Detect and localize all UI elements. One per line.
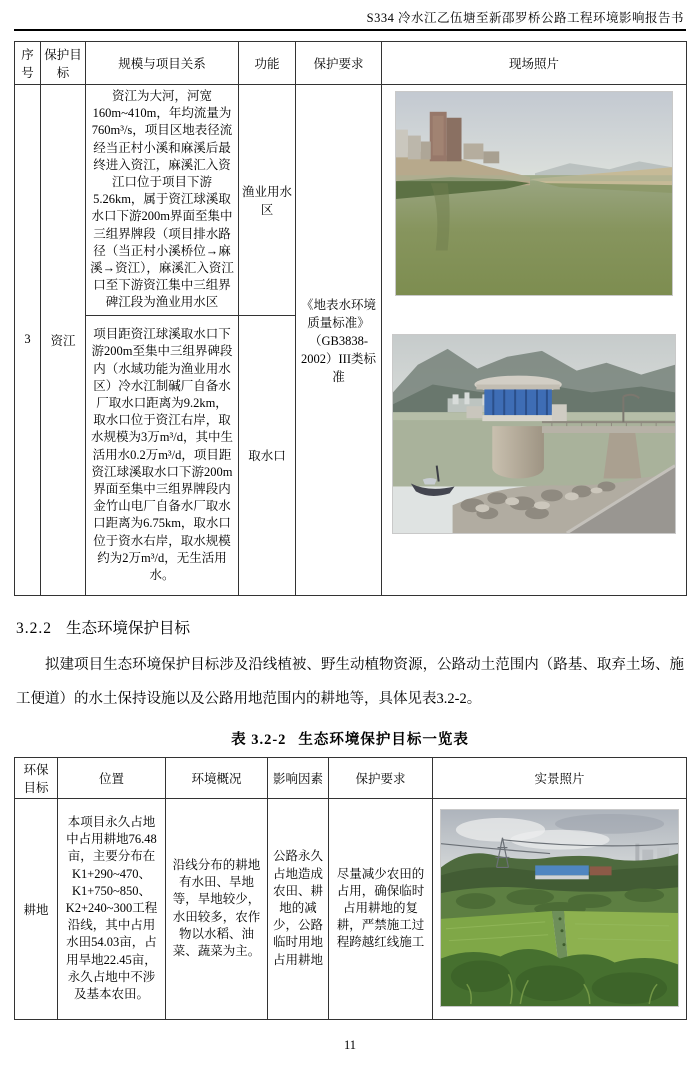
river-city-photo	[395, 91, 673, 296]
header-rule	[14, 29, 686, 31]
cell-eco-target: 耕地	[15, 798, 58, 1019]
table-caption-title: 生态环境保护目标一览表	[298, 731, 469, 748]
table-caption-number: 表 3.2‐2	[231, 731, 287, 748]
cell-location: 本项目永久占地中占用耕地76.48亩，主要分布在K1+290~470、K1+750~850、K2+240~300工程沿线，其中占用水田54.03亩，占用旱地22.45亩，永久占地中不涉及基本农田。	[58, 798, 166, 1019]
farmland-photo	[440, 809, 679, 1007]
river-city-illustration	[396, 92, 672, 295]
cell-eco-requirement: 尽量减少农田的占用，确保临时占用耕地的复耕，严禁施工过程跨越红线施工	[329, 798, 433, 1019]
col-header-photo: 现场照片	[382, 42, 687, 85]
section-number: 3.2.2	[16, 619, 52, 637]
section-heading	[16, 616, 700, 638]
farmland-illustration	[441, 810, 678, 1006]
cell-scene-photo	[433, 798, 687, 1019]
col-header-requirement: 保护要求	[296, 42, 382, 85]
col-header-relation: 规模与项目关系	[86, 42, 239, 85]
table-row	[15, 798, 687, 1019]
cell-function-2: 取水口	[239, 315, 296, 595]
col-header-eco-requirement: 保护要求	[329, 757, 433, 798]
col-header-location: 位置	[58, 757, 166, 798]
col-header-scene-photo: 实景照片	[433, 757, 687, 798]
cell-function-1: 渔业用水区	[239, 85, 296, 316]
page-number: 11	[343, 1038, 357, 1052]
col-header-impact: 影响因素	[268, 757, 329, 798]
section-paragraph: 拟建项目生态环境保护目标涉及沿线植被、野生动植物资源，公路动土范围内（路基、取弃土场、施工便道）的水土保持设施以及公路用地范围内的耕地等，具体见表3.2‐2。	[16, 656, 684, 707]
cell-relation-2: 项目距资江球溪取水口下游200m至集中三组界碑段内（水域功能为渔业用水区）冷水江制碱厂自备水厂取水口距离为9.2km，取水口位于资江右岸，取水规模为3万m³/d，其中生活用水0.2万m³/d，项目距资江球溪取水口下游200m界面至集中三组界牌段内金竹山电厂自备水厂取水口距离为6.75km，取水口位于资水右岸，取水规模约为2万m³/d，无生活用水。	[86, 315, 239, 595]
section-title: 生态环境保护目标	[66, 619, 191, 637]
col-header-overview: 环境概况	[166, 757, 268, 798]
cell-relation-1: 资江为大河，河宽160m~410m，年均流量为760m³/s，项目区地表径流经当正村小溪和麻溪后最终进入资江，麻溪汇入资江口位于项目下游5.26km，属于资江球溪取水口下游200m界面至集中三组界牌段（项目排水路径（当正村小溪桥位→麻溪→资江），麻溪汇入资江口至下游资江集中三组界碑江段为渔业用水区	[86, 85, 239, 316]
cell-overview: 沿线分布的耕地有水田、旱地等，旱地较少，水田较多，农作物以水稻、油菜、蔬菜为主。	[166, 798, 268, 1019]
col-header-function: 功能	[239, 42, 296, 85]
water-intake-photo	[392, 334, 676, 534]
col-header-eco-target: 环保目标	[15, 757, 58, 798]
water-intake-illustration	[393, 335, 675, 533]
table-row	[15, 85, 687, 316]
eco-protection-table	[14, 757, 687, 1020]
cell-index: 3	[15, 85, 41, 596]
cell-site-photos	[382, 85, 687, 596]
document-title-header: S334 冷水江乙伍塘至新邵罗桥公路工程环境影响报告书	[366, 11, 684, 25]
cell-impact: 公路永久占地造成农田、耕地的减少，公路临时用地占用耕地	[268, 798, 329, 1019]
cell-requirement: 《地表水环境质量标准》（GB3838-2002）III类标准	[296, 85, 382, 596]
cell-target: 资江	[41, 85, 86, 596]
water-protection-table	[14, 41, 687, 596]
col-header-index: 序号	[15, 42, 41, 85]
table-caption	[0, 728, 700, 749]
col-header-target: 保护目标	[41, 42, 86, 85]
